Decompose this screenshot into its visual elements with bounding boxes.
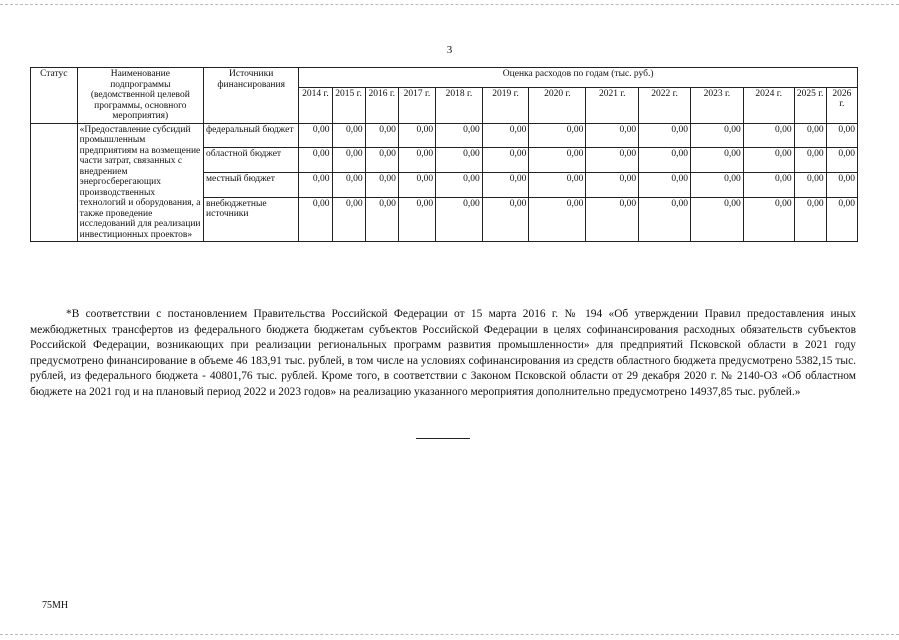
value-cell: 0,00 bbox=[794, 173, 826, 198]
scan-bottom-edge bbox=[0, 634, 899, 635]
header-year: 2017 г. bbox=[398, 87, 435, 123]
value-cell: 0,00 bbox=[398, 123, 435, 148]
header-year: 2025 г. bbox=[794, 87, 826, 123]
header-year: 2018 г. bbox=[436, 87, 483, 123]
header-row bbox=[31, 68, 858, 88]
value-cell: 0,00 bbox=[690, 173, 743, 198]
value-cell: 0,00 bbox=[639, 123, 691, 148]
scan-top-edge bbox=[0, 4, 899, 5]
header-name: Наименование подпрограммы (ведомственной целевой программы, основного мероприятия) bbox=[77, 68, 203, 124]
header-year: 2015 г. bbox=[332, 87, 365, 123]
value-cell: 0,00 bbox=[743, 123, 794, 148]
header-year: 2021 г. bbox=[586, 87, 639, 123]
doc-code: 75МН bbox=[42, 600, 69, 611]
value-cell: 0,00 bbox=[690, 197, 743, 241]
value-cell: 0,00 bbox=[482, 123, 529, 148]
header-sources: Источники финансирования bbox=[204, 68, 299, 124]
value-cell: 0,00 bbox=[398, 148, 435, 173]
value-cell: 0,00 bbox=[794, 197, 826, 241]
value-cell: 0,00 bbox=[690, 148, 743, 173]
table-body bbox=[31, 123, 858, 242]
value-cell: 0,00 bbox=[794, 148, 826, 173]
value-cell: 0,00 bbox=[482, 197, 529, 241]
value-cell: 0,00 bbox=[299, 148, 332, 173]
value-cell: 0,00 bbox=[794, 123, 826, 148]
value-cell: 0,00 bbox=[332, 148, 365, 173]
value-cell: 0,00 bbox=[436, 148, 483, 173]
value-cell: 0,00 bbox=[586, 148, 639, 173]
value-cell: 0,00 bbox=[639, 148, 691, 173]
funding-source-cell: областной бюджет bbox=[204, 148, 299, 173]
value-cell: 0,00 bbox=[586, 197, 639, 241]
budget-table bbox=[30, 67, 858, 242]
value-cell: 0,00 bbox=[299, 123, 332, 148]
value-cell: 0,00 bbox=[365, 148, 398, 173]
value-cell: 0,00 bbox=[482, 173, 529, 198]
header-year: 2019 г. bbox=[482, 87, 529, 123]
value-cell: 0,00 bbox=[826, 173, 857, 198]
value-cell: 0,00 bbox=[332, 197, 365, 241]
value-cell: 0,00 bbox=[826, 148, 857, 173]
value-cell: 0,00 bbox=[398, 173, 435, 198]
value-cell: 0,00 bbox=[436, 173, 483, 198]
value-cell: 0,00 bbox=[743, 148, 794, 173]
header-year: 2014 г. bbox=[299, 87, 332, 123]
value-cell: 0,00 bbox=[365, 197, 398, 241]
table-row bbox=[31, 123, 858, 148]
value-cell: 0,00 bbox=[398, 197, 435, 241]
value-cell: 0,00 bbox=[826, 197, 857, 241]
funding-source-cell: местный бюджет bbox=[204, 173, 299, 198]
value-cell: 0,00 bbox=[529, 123, 586, 148]
funding-source-cell: внебюджетные источники bbox=[204, 197, 299, 241]
header-year: 2024 г. bbox=[743, 87, 794, 123]
value-cell: 0,00 bbox=[529, 197, 586, 241]
footnote-rule bbox=[416, 438, 470, 439]
value-cell: 0,00 bbox=[436, 197, 483, 241]
header-estimate: Оценка расходов по годам (тыс. руб.) bbox=[299, 68, 858, 88]
status-cell bbox=[31, 123, 78, 242]
header-status: Статус bbox=[31, 68, 78, 124]
value-cell: 0,00 bbox=[529, 148, 586, 173]
value-cell: 0,00 bbox=[299, 173, 332, 198]
header-year: 2022 г. bbox=[639, 87, 691, 123]
header-year: 2026 г. bbox=[826, 87, 857, 123]
value-cell: 0,00 bbox=[365, 173, 398, 198]
value-cell: 0,00 bbox=[743, 173, 794, 198]
header-year: 2020 г. bbox=[529, 87, 586, 123]
value-cell: 0,00 bbox=[332, 123, 365, 148]
value-cell: 0,00 bbox=[332, 173, 365, 198]
value-cell: 0,00 bbox=[826, 123, 857, 148]
funding-source-cell: федеральный бюджет bbox=[204, 123, 299, 148]
value-cell: 0,00 bbox=[690, 123, 743, 148]
value-cell: 0,00 bbox=[586, 123, 639, 148]
value-cell: 0,00 bbox=[365, 123, 398, 148]
measure-name-cell: «Предоставление субсидий промышленным предприятиям на возмещение части затрат, связанных с внедрением энергосберегающих производственных технологий и оборудования, а также проведение исследований для реализации инвестиционных проектов» bbox=[77, 123, 203, 242]
header-year: 2023 г. bbox=[690, 87, 743, 123]
value-cell: 0,00 bbox=[299, 197, 332, 241]
footnote: *В соответствии с постановлением Правительства Российской Федерации от 15 марта 2016 г. № 194 «Об утверждении Правил предоставления иных межбюджетных трансфертов из федерального бюджета бюджетам субъектов Российской Федерации в целях софинансирования расходных обязательств субъектов Российской Федерации, возникающих при реализации региональных программ развития промышленности» для предприятий Псковской области в 2021 году предусмотрено финансирование в объеме 46 183,91 тыс. рублей, в том числе на условиях софинансирования из средств областного бюджета предусмотрено 5382,15 тыс. рублей, из федерального бюджета - 40801,76 тыс. рублей. Кроме того, в соответствии с Законом Псковской области от 29 декабря 2020 г. № 2140-ОЗ «Об областном бюджете на 2021 год и на плановый период 2022 и 2023 годов» на реализацию указанного мероприятия дополнительно предусмотрено 14937,85 тыс. рублей.» bbox=[30, 308, 856, 398]
value-cell: 0,00 bbox=[743, 197, 794, 241]
value-cell: 0,00 bbox=[639, 173, 691, 198]
value-cell: 0,00 bbox=[436, 123, 483, 148]
value-cell: 0,00 bbox=[482, 148, 529, 173]
value-cell: 0,00 bbox=[586, 173, 639, 198]
value-cell: 0,00 bbox=[529, 173, 586, 198]
value-cell: 0,00 bbox=[639, 197, 691, 241]
header-year: 2016 г. bbox=[365, 87, 398, 123]
page-number: 3 bbox=[446, 44, 453, 56]
